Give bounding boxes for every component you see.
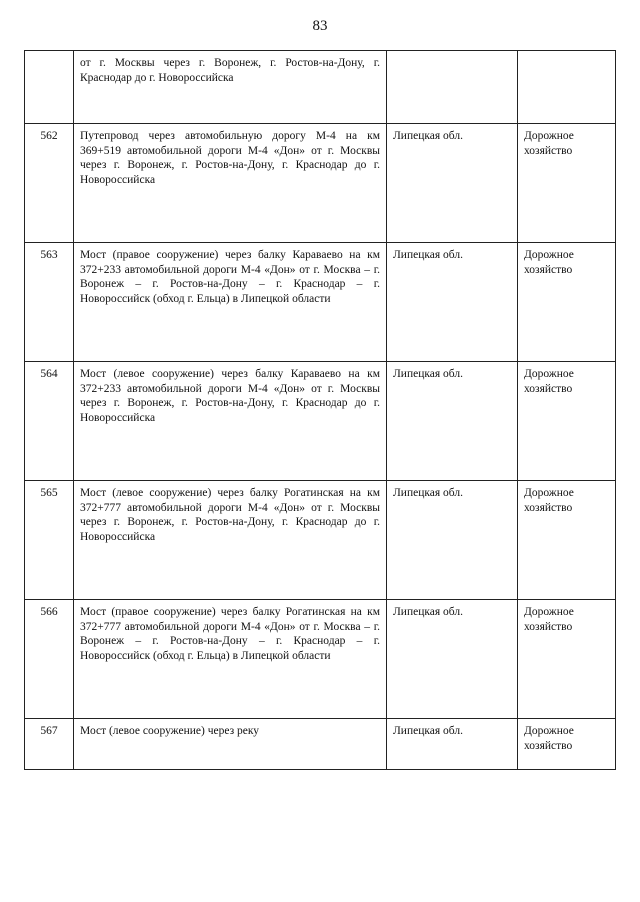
- agency-cell: [518, 51, 616, 124]
- region-cell: Липецкая обл.: [387, 481, 518, 600]
- facility-name: Мост (левое сооружение) через балку Рогатинская на км 372+777 автомобильной дороги М-4 «Дон» от г. Москвы через г. Воронеж, г. Ростов-на-Дону, г. Краснодар до г. Новороссийска: [74, 481, 387, 600]
- region-cell: [387, 51, 518, 124]
- facility-name: Мост (левое сооружение) через реку: [74, 719, 387, 770]
- table-row: [25, 124, 616, 243]
- row-number: 566: [25, 600, 74, 719]
- agency-cell: Дорожное хозяйство: [518, 600, 616, 719]
- row-number: 567: [25, 719, 74, 770]
- row-number: [25, 51, 74, 124]
- facility-name: Мост (правое сооружение) через балку Каравaево на км 372+233 автомобильной дороги М-4 «Дон» от г. Москва – г. Воронеж – г. Ростов-на-Дону – г. Краснодар – г. Новороссийск (обход г. Ельца) в Липецкой области: [74, 243, 387, 362]
- region-cell: Липецкая обл.: [387, 600, 518, 719]
- agency-cell: Дорожное хозяйство: [518, 719, 616, 770]
- region-cell: Липецкая обл.: [387, 362, 518, 481]
- region-cell: Липецкая обл.: [387, 719, 518, 770]
- facility-name: Мост (левое сооружение) через балку Каравaево на км 372+233 автомобильной дороги М-4 «Дон» от г. Москвы через г. Воронеж, г. Ростов-на-Дону, г. Краснодар до г. Новороссийска: [74, 362, 387, 481]
- table-row: [25, 362, 616, 481]
- table-row-continued: [25, 51, 616, 124]
- facility-name: Путепровод через автомобильную дорогу М-4 на км 369+519 автомобильной дороги М-4 «Дон» от г. Москвы через г. Воронеж, г. Ростов-на-Дону, г. Краснодар до г. Новороссийска: [74, 124, 387, 243]
- table-row: [25, 243, 616, 362]
- row-number: 563: [25, 243, 74, 362]
- facilities-table: [24, 50, 616, 770]
- agency-cell: Дорожное хозяйство: [518, 362, 616, 481]
- page-number: 83: [312, 18, 328, 34]
- region-cell: Липецкая обл.: [387, 243, 518, 362]
- row-number: 565: [25, 481, 74, 600]
- region-cell: Липецкая обл.: [387, 124, 518, 243]
- agency-cell: Дорожное хозяйство: [518, 481, 616, 600]
- table-row-tail: [25, 719, 616, 770]
- agency-cell: Дорожное хозяйство: [518, 243, 616, 362]
- facility-name: от г. Москвы через г. Воронеж, г. Ростов-на-Дону, г. Краснодар до г. Новороссийска: [74, 51, 387, 124]
- table-row: [25, 481, 616, 600]
- agency-cell: Дорожное хозяйство: [518, 124, 616, 243]
- row-number: 562: [25, 124, 74, 243]
- row-number: 564: [25, 362, 74, 481]
- table-row: [25, 600, 616, 719]
- facility-name: Мост (правое сооружение) через балку Рогатинская на км 372+777 автомобильной дороги М-4 «Дон» от г. Москва – г. Воронеж – г. Ростов-на-Дону – г. Краснодар – г. Новороссийск (обход г. Ельца) в Липецкой области: [74, 600, 387, 719]
